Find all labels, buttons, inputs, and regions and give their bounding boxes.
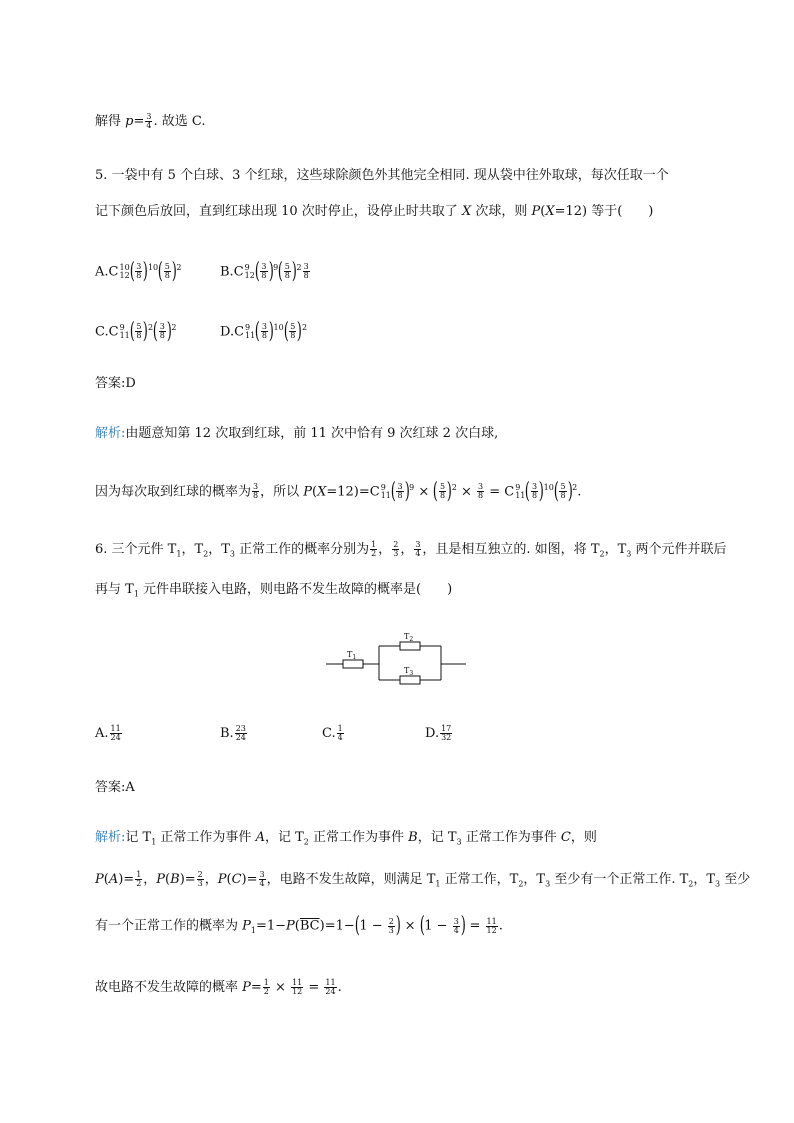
text: 由题意知第 12 次取到红球，前 11 次中恰有 9 次红球 2 次白球, — [125, 426, 499, 441]
text: 至少 — [720, 872, 751, 887]
label-t1: $T_1$ — [347, 650, 357, 661]
explanation-label: 解析: — [95, 426, 126, 441]
resistor-t3 — [400, 676, 420, 684]
option-5-b: B.C 9 12 ( $\frac{3}{8}$ )$^9$( $\frac{5}{8}$ )$^2$ $\frac{3}{8}$ — [220, 258, 309, 284]
text: 6. 三个元件 T — [95, 542, 177, 557]
text: ，记 T — [264, 830, 304, 845]
option-label: B. — [220, 726, 234, 741]
text: ，T — [523, 872, 546, 887]
text: 正常工作，T — [440, 872, 519, 887]
text: 正常工作为事件 — [156, 830, 256, 845]
option-6-b — [220, 724, 248, 744]
numerator: 23 — [235, 724, 246, 733]
resistor-t1 — [343, 660, 363, 668]
explanation-5-line-1 — [95, 424, 498, 444]
var-p: p — [125, 114, 134, 129]
option-label: A. — [95, 264, 109, 280]
option-6-c — [322, 724, 345, 744]
option-label: D. — [220, 324, 235, 340]
option-label: C. — [322, 726, 336, 741]
text: ，T — [604, 542, 627, 557]
explanation-6-line-2: P(A)= $\frac{1}{2}$ ，P(B)= $\frac{2}{3}$ ，P(C)= $\frac{3}{4}$ ，电路不发生故障，则满足 $T_1$ 正常工作，$T_2$，$T_3$ 至少有一个正常工作. $T_2$，$T_3$ 至少 — [95, 870, 751, 889]
text: ，且是相互独立的. 如图，将 T — [422, 542, 600, 557]
resistor-t2 — [400, 642, 420, 650]
text: 有一个正常工作的概率为 — [95, 918, 243, 934]
answer-5: 答案:D — [95, 376, 136, 391]
text: 两个元件并联后 — [631, 542, 727, 557]
text: 正常工作的概率分别为 — [234, 542, 370, 557]
text: ，T — [208, 542, 230, 557]
text: 元件串联接入电路，则电路不发生故障的概率是( ) — [138, 582, 453, 597]
text: ，T — [693, 872, 716, 887]
question-6-line-2: 再与 $T_1$ 元件串联接入电路，则电路不发生故障的概率是( ) — [95, 582, 453, 599]
text: ，T — [181, 542, 204, 557]
option-5-c: C.C 9 11 ( $\frac{5}{8}$ )$^2$( $\frac{3}{8}$ )$^2$ — [95, 318, 177, 344]
text: 正常工作为事件 — [461, 830, 561, 845]
option-label: D. — [425, 726, 440, 741]
explanation-6-line-4: 故电路不发生故障的概率 P= $\frac{1}{2}$ × $\frac{11}{12}$ = $\frac{11}{24}$ . — [95, 978, 342, 996]
explanation-6-line-1: 解析:记 $T_1$ 正常工作为事件 A，记 $T_2$ 正常工作为事件 B，记 $T_3$ 正常工作为事件 C，则 — [95, 830, 597, 847]
text: ，电路不发生故障，则满足 T — [266, 872, 436, 887]
explanation-5-line-2: 因为每次取到红球的概率为 $\frac{3}{8}$ ，所以 P(X=12)=C 9 11 ( $\frac{3}{8}$ )$^9$ × ( $\frac{5}{8}$ )$^2$ × $\frac{3}{8}$ = C 9 11 ( $\frac{3}{8}$ )$^{10}$( $\frac{5}{8}$ )$^2$. — [95, 478, 582, 504]
text: ，所以 — [260, 484, 304, 500]
fraction: $\frac{3}{4}$ — [146, 112, 152, 130]
option-5-d: D.C 9 11 ( $\frac{3}{8}$ )$^{10}$( $\frac{5}{8}$ )$^2$ — [220, 318, 308, 344]
text: 记 T — [125, 830, 152, 845]
option-label: B. — [220, 264, 234, 280]
text: 故电路不发生故障的概率 — [95, 980, 243, 995]
text: 因为每次取到红球的概率为 — [95, 484, 252, 500]
text: ，记 T — [417, 830, 457, 845]
solution-line — [95, 112, 205, 132]
text: . 故选 C. — [153, 114, 206, 129]
question-5-line-2: 记下颜色后放回，直到红球出现 10 次时停止，设停止时共取了 X 次球，则 P(X=12) 等于( ) — [95, 204, 654, 219]
question-6-line-1: 6. 三个元件 $T_1$，$T_2$，$T_3$ 正常工作的概率分别为 $\frac{1}{2}$ ， $\frac{2}{3}$ ， $\frac{3}{4}$ ，且是相互独立的. 如图，将 $T_2$，$T_3$ 两个元件并联后 — [95, 540, 727, 559]
label-t3: $T_3$ — [404, 666, 414, 677]
text: 至少有一个正常工作. T — [550, 872, 689, 887]
explanation-6-line-3: 有一个正常工作的概率为 $P_1=1-P(\overline{BC})=1-(1$ − $\frac{2}{3}$ ) × (1 − $\frac{3}{4}$ ) = $\frac{11}{12}$ . — [95, 913, 503, 938]
circuit-diagram — [326, 630, 468, 688]
text: 记下颜色后放回，直到红球出现 10 次时停止，设停止时共取了 — [95, 204, 462, 219]
option-6-a — [95, 724, 123, 744]
denominator: 24 — [235, 733, 246, 742]
text: 再与 T — [95, 582, 134, 597]
option-6-d — [425, 724, 453, 744]
denominator: 4 — [337, 733, 343, 742]
answer-6: 答案:A — [95, 780, 135, 795]
explanation-label: 解析: — [95, 830, 126, 845]
option-label: C. — [95, 324, 109, 340]
text: ，则 — [570, 830, 597, 845]
numerator: 11 — [110, 724, 121, 733]
text: 正常工作为事件 — [308, 830, 409, 845]
denominator: 32 — [441, 733, 452, 742]
text: 次球，则 — [471, 204, 532, 219]
numerator: 1 — [337, 724, 343, 733]
numerator: 17 — [441, 724, 452, 733]
text: 等于( ) — [587, 204, 654, 219]
denominator: 24 — [110, 733, 121, 742]
option-5-a: A.C 10 12 ( $\frac{3}{8}$ )$^{10}$( $\frac{5}{8}$ )$^2$ — [95, 258, 182, 284]
option-label: A. — [95, 726, 109, 741]
text: 解得 — [95, 114, 126, 129]
text: = — [133, 114, 145, 129]
question-5-line-1: 5. 一袋中有 5 个白球、3 个红球，这些球除颜色外其他完全相同. 现从袋中往外取球，每次任取一个 — [95, 168, 669, 183]
label-t2: $T_2$ — [404, 632, 414, 643]
